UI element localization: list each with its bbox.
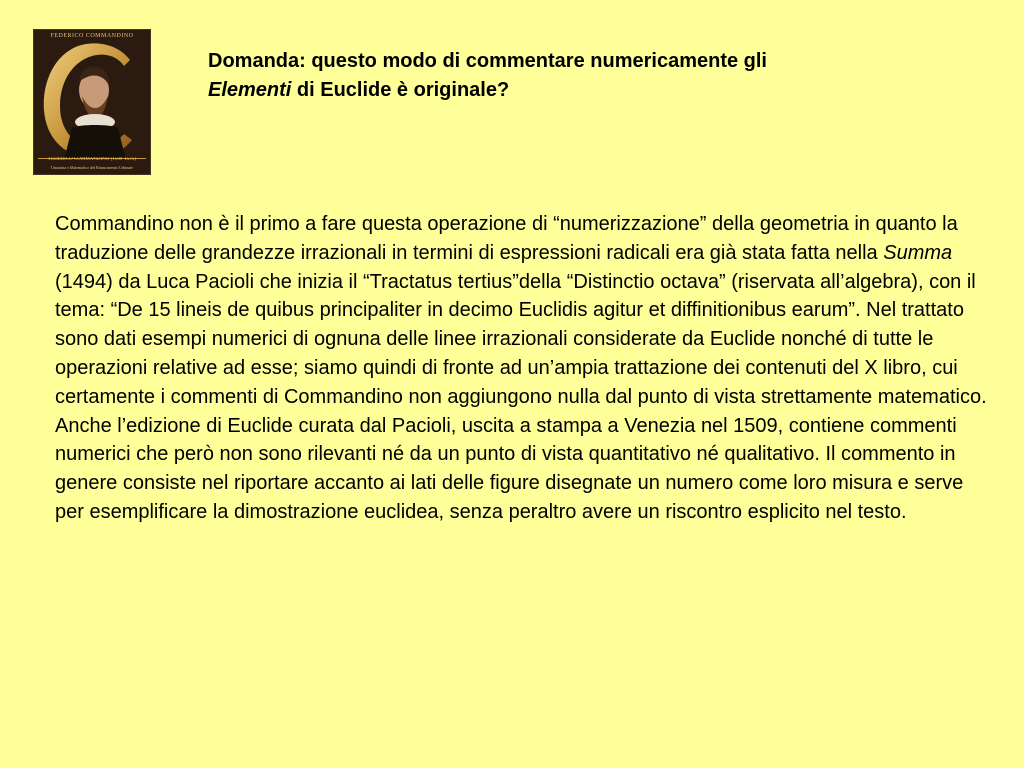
paragraph-1-start: Commandino non è il primo a fare questa operazione di “numerizzazione” della geometria in quanto la traduzione delle grandezze irrazionali in termini di espressioni radicali era già stata fatta nella (55, 213, 958, 264)
question-part1: Domanda: questo modo di commentare numericamente gli (208, 50, 767, 72)
question-part2: di Euclide è originale? (291, 79, 510, 101)
paragraph-1 (55, 210, 995, 412)
question-italic-title: Elementi (208, 79, 292, 101)
logo-top-caption: FEDERICO COMMANDINO (50, 33, 134, 39)
paragraph-1-end: (1494) da Luca Pacioli che inizia il “Tractatus tertius”della “Distinctio octava” (riservata all’algebra), con il tema: “De 15 lineis de quibus principaliter in decimo Euclidis agitur et diffinitionibus earum”. Nel trattato sono dati esempi numerici di ognuna delle linee irrazionali considerate da Euclide nonché di tutte le operazioni relative ad esse; siamo quindi di fronte ad un’ampia trattazione dei contenuti del X libro, cui certamente i commenti di Commandino non aggiungono nulla dal punto di vista strettamente matematico. (55, 270, 987, 408)
question-heading (208, 47, 968, 105)
portrait-illustration (34, 30, 150, 174)
paragraph-1-summa-title: Summa (883, 241, 953, 264)
commandino-portrait-logo (33, 29, 151, 175)
paragraph-2: Anche l’edizione di Euclide curata dal Pacioli, uscita a stampa a Venezia nel 1509, contiene commenti numerici che però non sono rilevanti né da un punto di vista quantitativo né qualitativo. Il commento in genere consiste nel riportare accanto ai lati delle figure disegnate un numero come loro misura e serve per esemplificare la dimostrazione euclidea, senza peraltro avere un riscontro esplicito nel testo. (55, 414, 964, 523)
body-text (55, 210, 995, 527)
logo-caption-subtitle: Umanista e Matematico del Rinascimento Urbinate (50, 165, 134, 170)
logo-caption-name: FEDERICO COMMANDINO (1509-1575) (48, 157, 136, 162)
